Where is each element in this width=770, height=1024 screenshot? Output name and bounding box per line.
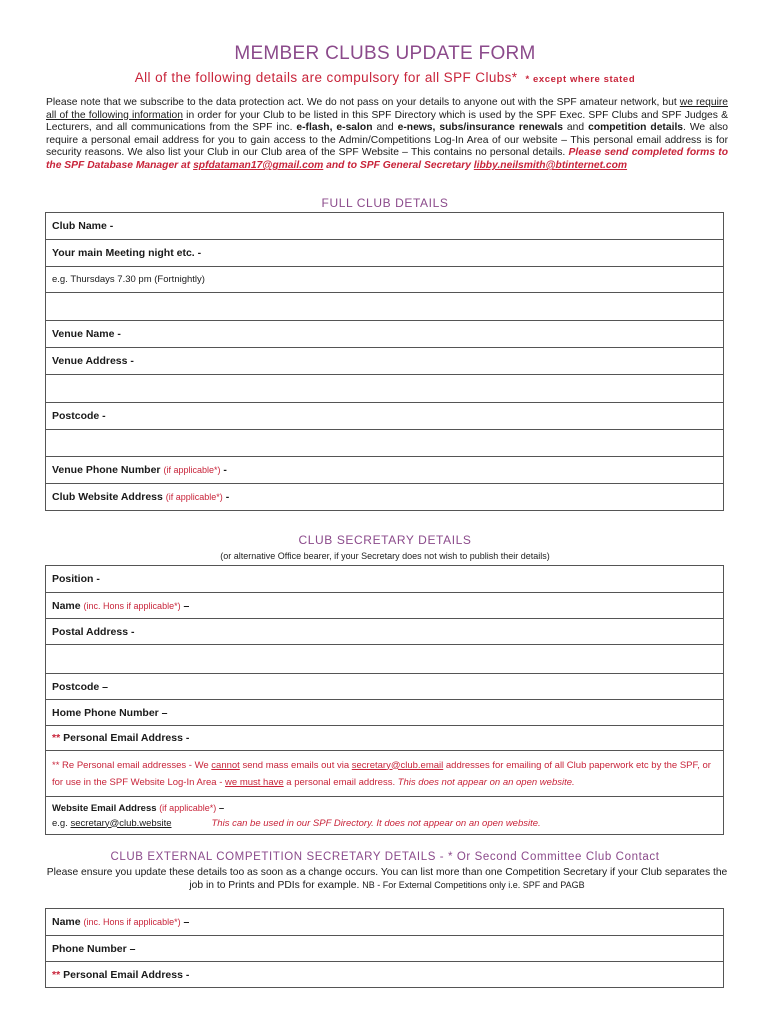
home-phone-field[interactable]: Home Phone Number – [46, 700, 724, 726]
page-title: MEMBER CLUBS UPDATE FORM [234, 43, 536, 64]
database-manager-email-link[interactable]: spfdataman17@gmail.com [193, 159, 324, 171]
website-email-eg: e.g. [52, 817, 71, 829]
secretary-name-field[interactable] [46, 593, 724, 619]
intro-instruction: and to SPF General Secretary [323, 159, 474, 171]
intro-paragraph [46, 97, 728, 173]
competition-nb: NB - For External Competitions only i.e. SPF and PAGB [362, 880, 585, 890]
intro-instruction: Please send completed forms to the SPF Database Manager at [46, 147, 729, 171]
competition-section-heading: CLUB EXTERNAL COMPETITION SECRETARY DETAILS - * Or Second Committee Club Contact [110, 851, 660, 863]
venue-address-line2[interactable] [46, 375, 724, 403]
venue-name-field[interactable]: Venue Name - [46, 321, 724, 348]
secretary-name-note: (inc. Hons if applicable*) [83, 600, 181, 611]
secretary-section-subtitle: (or alternative Office bearer, if your Secretary does not wish to publish their details) [220, 551, 550, 561]
website-email-field[interactable] [46, 797, 724, 835]
competition-name-label: Name [52, 916, 81, 928]
email-notice [46, 751, 724, 797]
website-email-dash: – [216, 802, 225, 814]
secretary-details-table [45, 565, 724, 835]
intro-text: Please note that we subscribe to the data protection act. We do not pass on your details to anyone out with the SPF amateur network, but [46, 97, 680, 108]
notice-cannot: cannot [211, 759, 240, 771]
page-subtitle [0, 70, 770, 85]
intro-text: . We also require a personal email address for you to gain access to the Admin/Competitions Log-In Area of our website – This personal email address is for security reasons. We also list your Club in our Club area of the SPF Website – This contains no personal details. [46, 122, 729, 159]
club-website-label: Club Website Address [52, 491, 163, 503]
general-secretary-email-link[interactable]: libby.neilsmith@btinternet.com [473, 159, 628, 171]
competition-email-label: Personal Email Address - [60, 968, 190, 981]
meeting-example: e.g. Thursdays 7.30 pm (Fortnightly) [46, 267, 724, 293]
notice-stars: ** [52, 759, 60, 771]
notice-club-email: secretary@club.email [351, 759, 444, 771]
meeting-night-field[interactable]: Your main Meeting night etc. - [46, 240, 724, 267]
position-field[interactable]: Position - [46, 566, 724, 593]
secretary-section-heading: CLUB SECRETARY DETAILS [298, 533, 472, 547]
venue-phone-label: Venue Phone Number [52, 464, 161, 476]
venue-phone-dash: - [220, 464, 227, 476]
secretary-name-dash: – [180, 599, 190, 612]
postal-address-line2[interactable] [46, 645, 724, 674]
secretary-email-field[interactable] [46, 726, 724, 751]
notice-text: Re Personal email addresses - We [59, 759, 212, 771]
intro-underlined: we require all of the following information [46, 97, 729, 121]
club-website-note: (if applicable*) [165, 492, 223, 502]
club-name-field[interactable]: Club Name - [46, 213, 724, 240]
venue-address-field[interactable]: Venue Address - [46, 348, 724, 375]
notice-italic: This does not appear on an open website. [397, 776, 575, 788]
competition-name-note: (inc. Hons if applicable*) [83, 917, 181, 927]
subtitle-note: * except where stated [525, 74, 636, 85]
competition-email-field[interactable] [46, 962, 724, 988]
competition-name-field[interactable] [46, 909, 724, 936]
notice-text: send mass emails out via [239, 759, 352, 771]
secretary-email-label: Personal Email Address - [60, 732, 190, 744]
website-email-label: Website Email Address [52, 802, 157, 814]
intro-text: and [562, 122, 589, 134]
required-stars: ** [52, 968, 61, 981]
secretary-postcode-field[interactable]: Postcode – [46, 674, 724, 700]
intro-text: in order for your Club to be listed in this SPF Directory which is used by the SPF Exec. SPF Clubs and SPF Judges & Lecturers, and all communications from the SPF inc. [46, 109, 728, 134]
club-website-field[interactable] [46, 484, 724, 511]
intro-bold: e-news, subs/insurance renewals [397, 122, 563, 134]
intro-text: and [372, 122, 398, 134]
competition-details-table [45, 908, 724, 988]
competition-name-dash: – [180, 916, 190, 928]
intro-bold: competition details [588, 122, 684, 134]
notice-must-have: we must have [225, 776, 284, 788]
club-website-dash: - [222, 491, 230, 503]
postcode-extra-field[interactable] [46, 430, 724, 457]
notice-text: a personal email address. [283, 776, 398, 788]
required-stars: ** [52, 732, 61, 744]
notice-text: addresses for emailing of all Club paperwork etc by the SPF, or for use in the SPF Website Log-In Area - [52, 759, 711, 788]
competition-phone-field[interactable]: Phone Number – [46, 936, 724, 962]
website-email-note: (if applicable*) [159, 802, 217, 813]
venue-phone-note: (if applicable*) [163, 465, 221, 475]
website-email-note-tail: This can be used in our SPF Directory. It does not appear on an open website. [211, 817, 541, 829]
club-details-table [45, 212, 724, 511]
meeting-extra-field[interactable] [46, 293, 724, 321]
club-section-heading: FULL CLUB DETAILS [321, 196, 449, 210]
competition-paragraph [46, 866, 728, 892]
intro-bold: e-flash, e-salon [296, 122, 373, 134]
subtitle-text: All of the following details are compulsory for all SPF Clubs* [134, 70, 518, 85]
competition-text: Please ensure you update these details too as soon as a change occurs. You can list more than one Competition Secretary if your Club separates the job in to Prints and PDIs for example. [46, 867, 728, 891]
website-email-example: secretary@club.website [70, 817, 172, 829]
secretary-name-label: Name [52, 599, 81, 612]
postal-address-field[interactable]: Postal Address - [46, 619, 724, 645]
postcode-field[interactable]: Postcode - [46, 403, 724, 430]
venue-phone-field[interactable] [46, 457, 724, 484]
